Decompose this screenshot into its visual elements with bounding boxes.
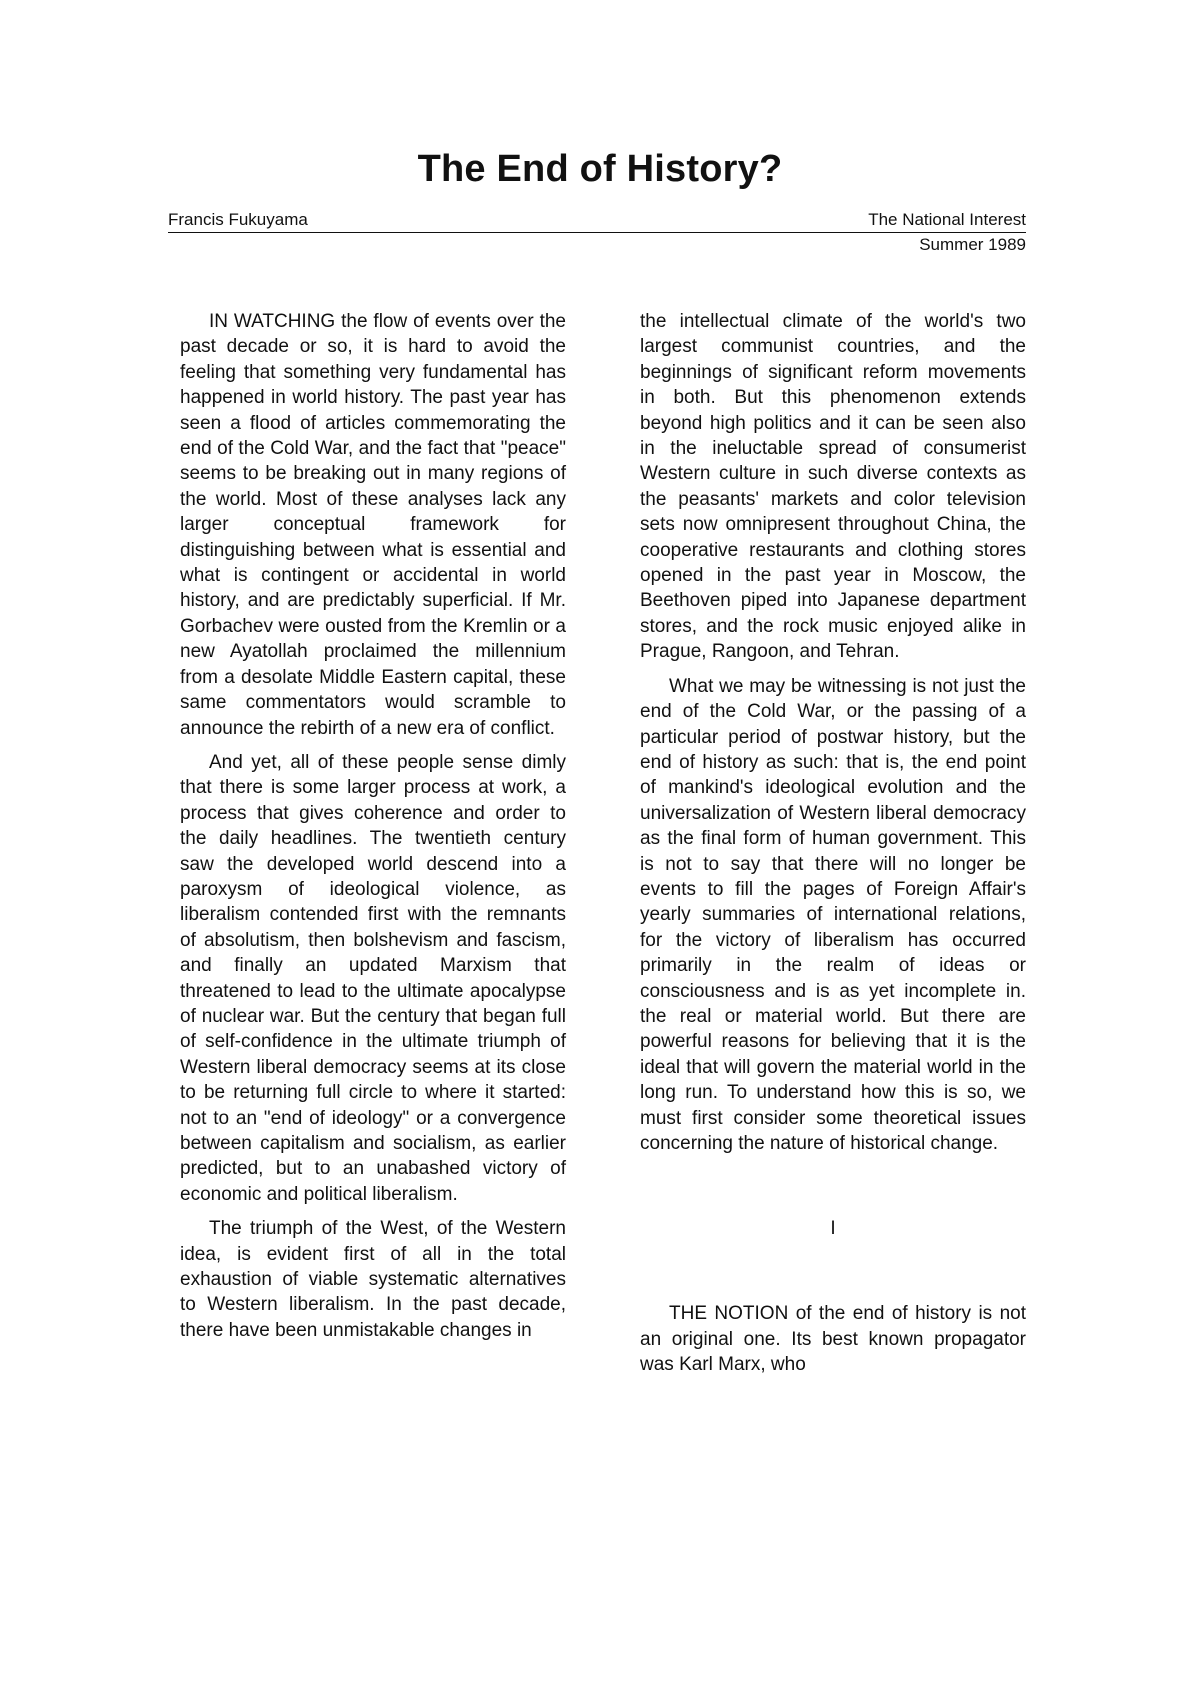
paragraph: What we may be witnessing is not just the end of the Cold War, or the passing of a particular period of postwar history, but the end of history as such: that is, the end point of mankind's ideological evolution and the universalization of Western liberal democracy as the final form of human government. This is not to say that there will no longer be events to fill the pages of Foreign Affair's yearly summaries of international relations, for the victory of liberalism has occurred primarily in the realm of ideas or consciousness and is as yet incomplete in. the real or material world. But there are powerful reasons for believing that it is the ideal that will govern the material world in the long run. To understand how this is so, we must first consider some theoretical issues concerning the nature of historical change. (640, 675, 1026, 1154)
left-column (180, 309, 566, 1352)
document-title: The End of History? (417, 148, 783, 190)
publication-date: Summer 1989 (919, 235, 1026, 254)
section-numeral: I (830, 1218, 836, 1240)
paragraph-continued: the intellectual climate of the world's two largest communist countries, and the beginnings of significant reform movements in both. But this phenomenon extends beyond high politics and it can be seen also in the ineluctable spread of consumerist Western culture in such diverse contexts as the peasants' markets and color television sets now omnipresent throughout China, the cooperative restaurants and clothing stores opened in the past year in Moscow, the Beethoven piped into Japanese department stores, and the rock music enjoyed alike in Prague, Rangoon, and Tehran. (640, 311, 1026, 663)
byline-rule (168, 208, 1026, 233)
paragraph: And yet, all of these people sense dimly that there is some larger process at work, a process that gives coherence and order to the daily headlines. The twentieth century saw the developed world descend into a paroxysm of ideological violence, as liberalism contended first with the remnants of absolutism, then bolshevism and fascism, and finally an updated Marxism that threatened to lead to the ultimate apocalypse of nuclear war. But the century that began full of self-confidence in the ultimate triumph of Western liberal democracy seems at its close to be returning full circle to where it started: not to an "end of ideology" or a convergence between capitalism and socialism, as earlier predicted, but to an unabashed victory of economic and political liberalism. (180, 751, 566, 1205)
paragraph: The triumph of the West, of the Western idea, is evident first of all in the total exhaustion of viable systematic alternatives to Western liberalism. In the past decade, there have been unmistakable changes in (180, 1218, 566, 1341)
publication-name: The National Interest (868, 210, 1026, 229)
paragraph: IN WATCHING the flow of events over the past decade or so, it is hard to avoid the feeling that something very fundamental has happened in world history. The past year has seen a flood of articles commemorating the end of the Cold War, and the fact that "peace" seems to be breaking out in many regions of the world. Most of these analyses lack any larger conceptual framework for distinguishing between what is essential and what is contingent or accidental in world history, and are predictably superficial. If Mr. Gorbachev were ousted from the Kremlin or a new Ayatollah proclaimed the millennium from a desolate Middle Eastern capital, these same commentators would scramble to announce the rebirth of a new era of conflict. (180, 311, 566, 739)
right-column (640, 309, 1026, 1387)
paragraph: THE NOTION of the end of history is not an original one. Its best known propagator was Karl Marx, who (640, 1303, 1026, 1376)
author-name: Francis Fukuyama (168, 210, 308, 229)
